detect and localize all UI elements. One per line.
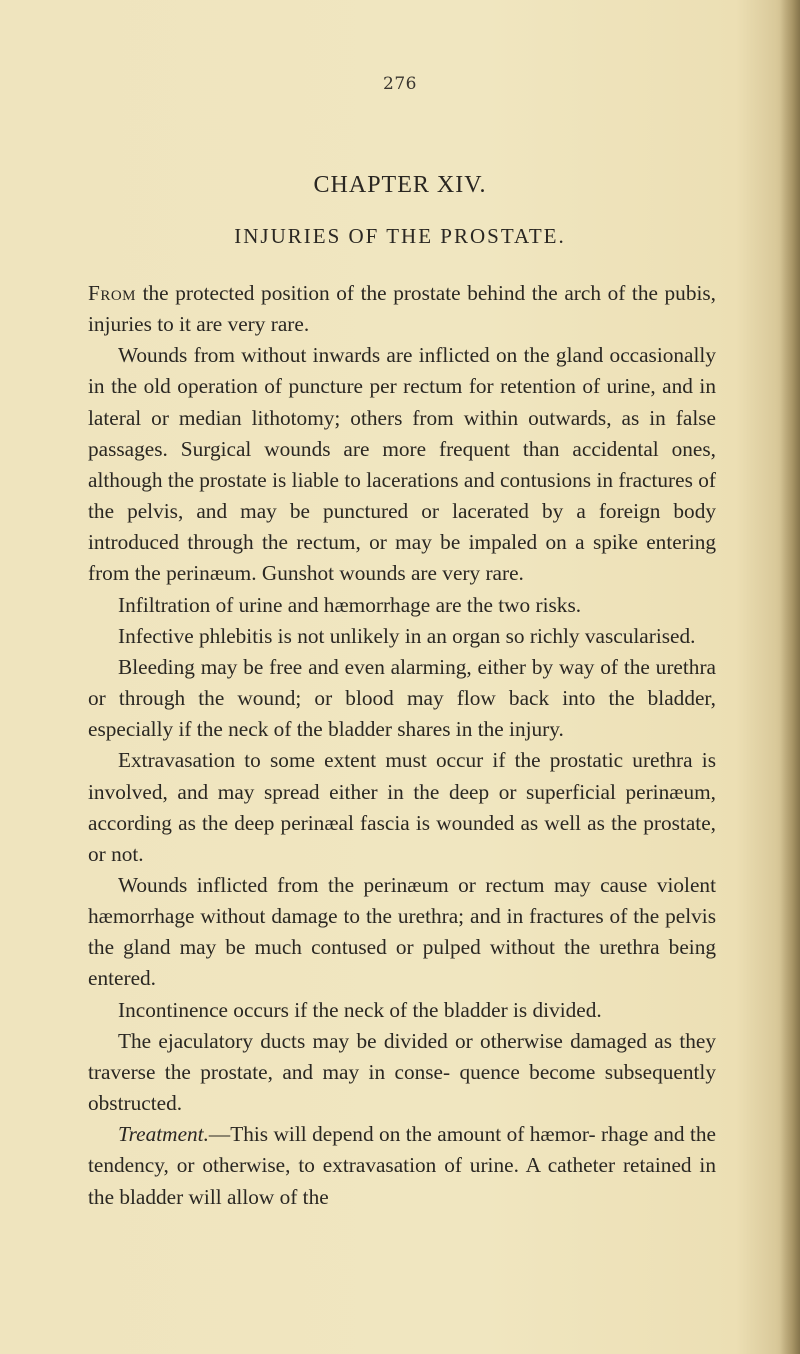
body-text xyxy=(88,278,716,1213)
paragraph-lead: Treatment. xyxy=(118,1122,209,1147)
paragraph-3 xyxy=(88,590,716,621)
paragraph-text: the protected position of the prostate behind the arch of the pubis, injuries to it are very rare. xyxy=(88,281,716,337)
paragraph-text: Wounds from without inwards are inflicted on the gland occasionally in the old operation of puncture per rectum for retention of urine, and in lateral or median lithotomy; others from within outwards, as in false passages. Surgical wounds are more frequent than accidental ones, although the prostate is liable to lacerations and contusions in fractures of the pelvis, and may be punctured or lacerated by a foreign body introduced through the rectum, or may be impaled on a spike entering from the perinæum. Gunshot wounds are very rare. xyxy=(88,343,716,586)
paragraph-8 xyxy=(88,995,716,1026)
chapter-title: CHAPTER XIV. xyxy=(313,172,487,198)
paragraph-2 xyxy=(88,340,716,589)
paragraph-7 xyxy=(88,870,716,995)
paragraph-text: Infective phlebitis is not unlikely in an organ so richly vascularised. xyxy=(118,623,696,648)
paragraph-6 xyxy=(88,745,716,870)
paragraph-text: Wounds inflicted from the perinæum or rectum may cause violent hæmorrhage without damage to the urethra; and in fractures of the pelvis the gland may be much contused or pulped without the urethra being entered. xyxy=(88,872,716,991)
paragraph-9 xyxy=(88,1026,716,1119)
paragraph-text: Infiltration of urine and hæmorrhage are the two risks. xyxy=(118,592,582,617)
paragraph-10 xyxy=(88,1119,716,1212)
paragraph-text: The ejaculatory ducts may be divided or otherwise damaged as they traverse the prostate, and may in conse- quence become subsequently obstructed. xyxy=(88,1028,716,1116)
paragraph-5 xyxy=(88,652,716,745)
paragraph-lead: From xyxy=(88,281,137,305)
paragraph-text: —This will depend on the amount of hæmor- rhage and the tendency, or otherwise, to extravasation of urine. A catheter retained in the bladder will allow of the xyxy=(88,1122,716,1209)
paragraph-text: Bleeding may be free and even alarming, either by way of the urethra or through the wound; or blood may flow back into the bladder, especially if the neck of the bladder shares in the injury. xyxy=(88,654,716,742)
page-edge-shadow xyxy=(780,0,800,1354)
section-title: INJURIES OF THE PROSTATE. xyxy=(234,224,566,248)
paragraph-4 xyxy=(88,621,716,652)
paragraph-text: Extravasation to some extent must occur if the prostatic urethra is involved, and may spread either in the deep or superficial perinæum, according as the deep perinæal fascia is wounded as well as the prostate, or not. xyxy=(88,748,716,866)
paragraph-text: Incontinence occurs if the neck of the bladder is divided. xyxy=(118,997,602,1022)
paragraph-1 xyxy=(88,278,716,340)
page-number: 276 xyxy=(383,74,417,94)
